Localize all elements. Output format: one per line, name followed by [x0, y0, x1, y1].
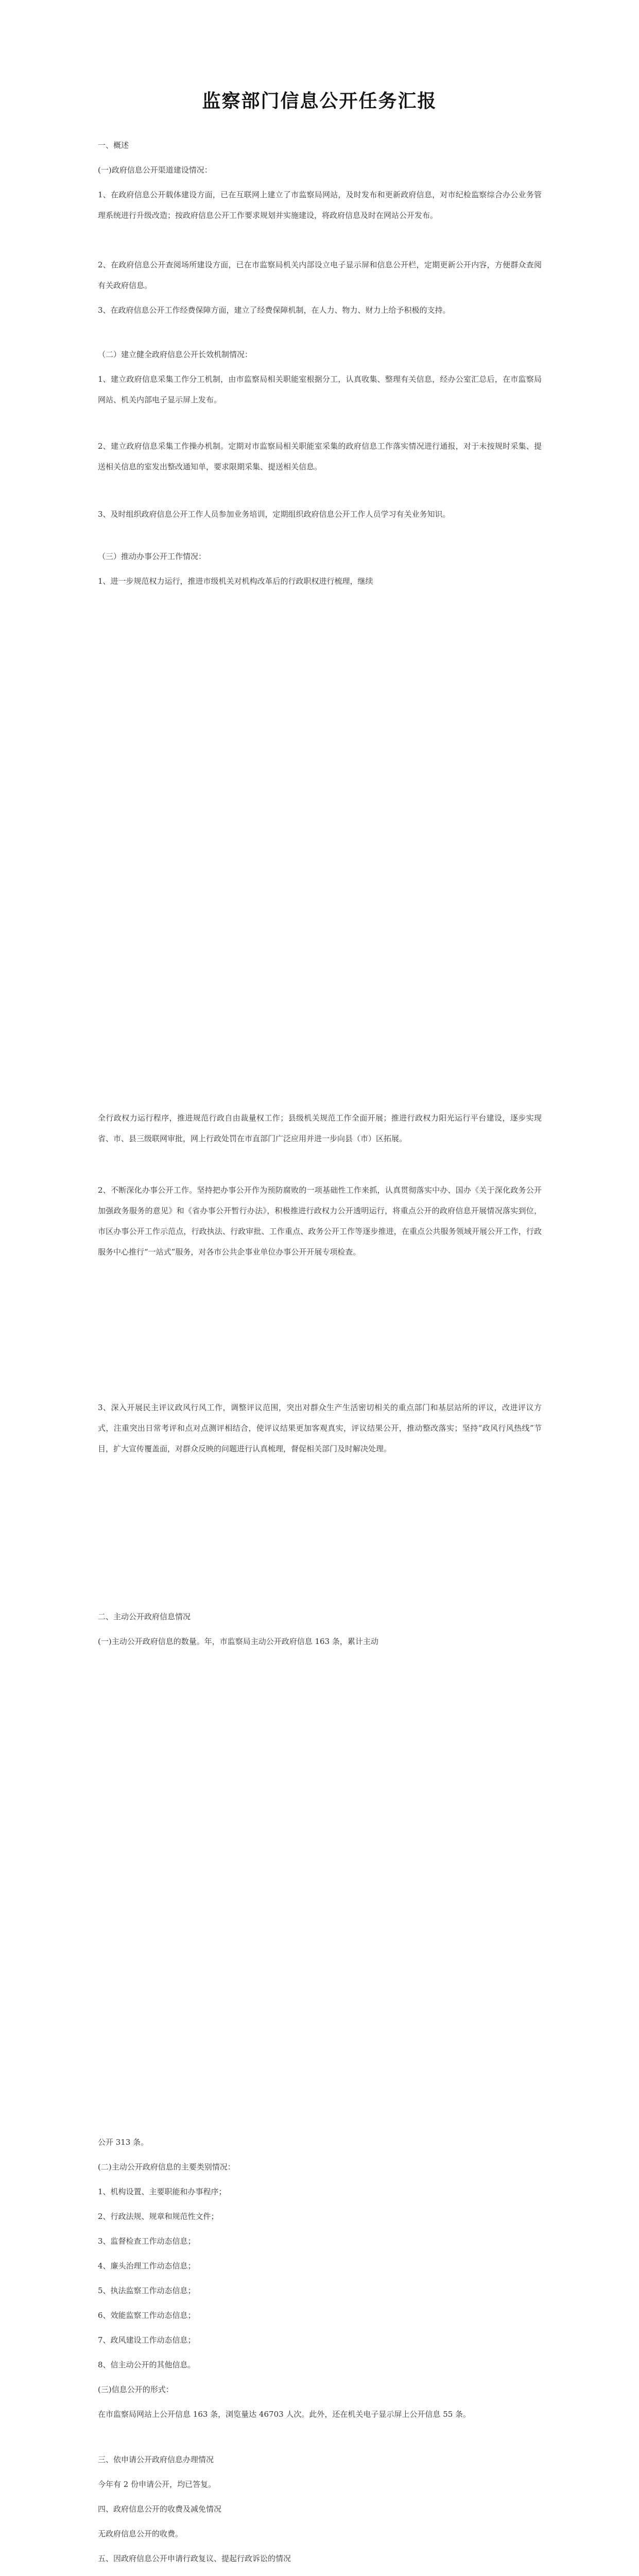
section-heading: 四、政府信息公开的收费及减免情况	[98, 2504, 222, 2514]
list-item: 4、廉头治理工作动态信息；	[98, 2261, 196, 2270]
list-item: 7、政风建设工作动态信息；	[98, 2335, 196, 2345]
list-item: 6、效能监察工作动态信息；	[98, 2311, 196, 2320]
paragraph: 3、在政府信息公开工作经费保障方面，建立了经费保障机制，在人力、物力、财力上给予积极的支持。	[98, 306, 451, 315]
subsection-heading: (三)信息公开的形式：	[98, 2385, 174, 2394]
paragraph: 1、在政府信息公开载体建设方面，已在互联网上建立了市监察局网站，及时发布和更新政府信息，对市纪检监察综合办公业务管理系统进行升级改造；按政府信息公开工作要求规划并实施建设，将政府信息及时在网站公开发布。	[98, 190, 542, 220]
paragraph: 2、不断深化办事公开工作。坚持把办事公开作为预防腐败的一项基础性工作来抓，认真贯彻落实中办、国办《关于深化政务公开加强政务服务的意见》和《省办事公开暂行办法》，积极推进行政权力公开透明运行，将重点公开的政府信息开展情况落实到位，市区办事公开工作示范点，行政执法、行政审批、工作重点、政务公开工作等逐步推进，在重点公共服务领域开展公开工作，行政服务中心推行“一站式”服务，对各市公共企事业单位办事公开开展专项检查。	[98, 1185, 542, 1257]
paragraph: 2、建立政府信息采集工作操办机制。定期对市监察局相关职能室采集的政府信息工作落实情况进行通报，对于未按规时采集、提送相关信息的室发出整改通知单，要求限期采集、提送相关信息。	[98, 442, 542, 471]
section-heading: 五、因政府信息公开申请行政复议、提起行政诉讼的情况	[98, 2554, 291, 2563]
paragraph: 1、建立政府信息采集工作分工机制，由市监察局相关职能室根据分工，认真收集、整理有关信息，经办公室汇总后，在市监察局网站、机关内部电子显示屏上发布。	[98, 375, 542, 404]
paragraph: 全行政权力运行程序，推进规范行政自由裁量权工作；县级机关规范工作全面开展；推进行政权力阳光运行平台建设，逐步实现省、市、县三级联网审批，网上行政处罚在市直部门广泛应用并进一步向县（市）区拓展。	[98, 1113, 542, 1143]
section-heading: 二、主动公开政府信息情况	[98, 1612, 191, 1621]
document-title: 监察部门信息公开任务汇报	[202, 90, 437, 112]
list-item: 2、行政法规、规章和规范性文件；	[98, 2212, 219, 2221]
section-heading: 三、依申请公开政府信息办理情况	[98, 2455, 214, 2464]
list-item: 5、执法监察工作动态信息；	[98, 2286, 196, 2295]
subsection-heading: (二)主动公开政府信息的主要类别情况：	[98, 2162, 235, 2172]
list-item: 3、监督检查工作动态信息；	[98, 2236, 196, 2246]
paragraph: 公开 313 条。	[98, 2138, 149, 2147]
paragraph: (一)主动公开政府信息的数量。年，市监察局主动公开政府信息 163 条，累计主动	[98, 1637, 378, 1646]
paragraph: 1、进一步规范权力运行，推进市级机关对机构改革后的行政职权进行梳理，继续	[98, 577, 373, 586]
subsection-heading: (一)政府信息公开渠道建设情况：	[98, 165, 212, 175]
paragraph	[98, 2573, 542, 2576]
list-item: 1、机构设置、主要职能和办事程序；	[98, 2187, 227, 2196]
paragraph: 2、在政府信息公开查阅场所建设方面，已在市监察局机关内部设立电子显示屏和信息公开栏，定期更新公开内容，方便群众查阅有关政府信息。	[98, 260, 542, 290]
list-item: 8、信主动公开的其他信息。	[98, 2360, 196, 2369]
subsection-heading: （三）推动办事公开工作情况：	[98, 552, 206, 561]
paragraph: 3、深入开展民主评议政风行风工作，调整评议范围，突出对群众生产生活密切相关的重点部门和基层站所的评议，改进评议方式，注重突出日常考评和点对点测评相结合，使评议结果更加客观真实，评议结果公开，推动整改落实；坚持“政风行风热线”节目，扩大宣传覆盖面，对群众反映的问题进行认真梳理，督促相关部门及时解决处理。	[98, 1403, 542, 1453]
paragraph: 无政府信息公开的收费。	[98, 2529, 183, 2538]
paragraph: 在市监察局网站上公开信息 163 条，浏览量达 46703 人次。此外，还在机关电子显示屏上公开信息 55 条。	[98, 2410, 471, 2419]
paragraph: 今年有 2 份申请公开，均已答复。	[98, 2480, 216, 2489]
section-heading: 一、概述	[98, 141, 129, 150]
paragraph: 3、及时组织政府信息公开工作人员参加业务培训，定期组织政府信息公开工作人员学习有关业务知识。	[98, 510, 451, 519]
subsection-heading: （二）建立健全政府信息公开长效机制情况：	[98, 350, 253, 359]
